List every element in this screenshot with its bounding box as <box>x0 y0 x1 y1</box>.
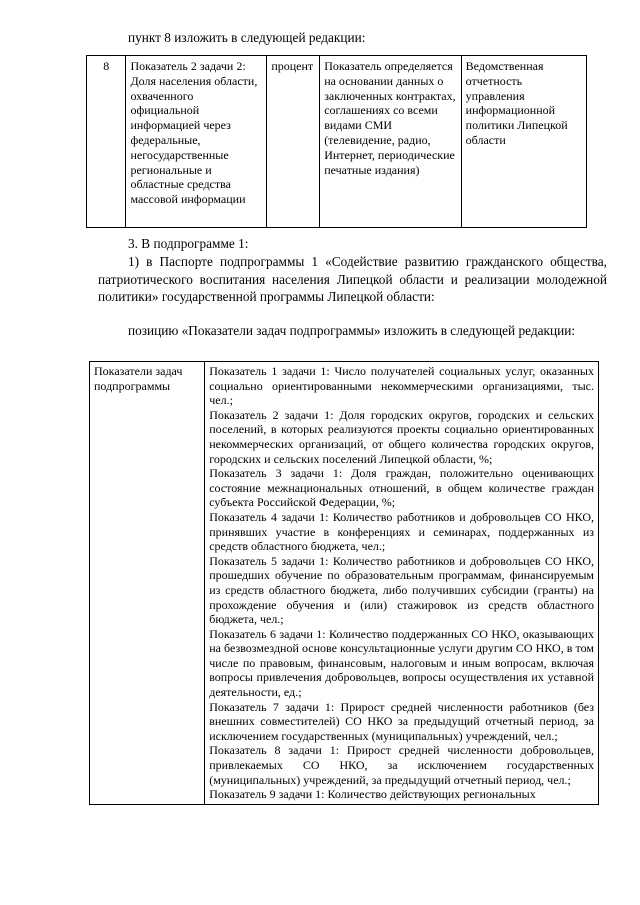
indicator-1: Показатель 1 задачи 1: Число получателей социальных услуг, оказанных социально ориентированными некоммерческими организациями, тыс. чел.; <box>209 364 594 408</box>
indicator-4: Показатель 4 задачи 1: Количество работников и добровольцев СО НКО, принявших участие в конференциях и семинарах, поддержанных из средств областного бюджета, чел.; <box>209 509 594 554</box>
row-number: 8 <box>87 56 126 228</box>
indicator-7: Показатель 7 задачи 1: Прирост средней численности работников (без внешних совместителей) СО НКО за предыдущий отчетный период, за исключением государственных (муниципальных) учреждений, чел.; <box>209 699 594 743</box>
table-row <box>87 56 587 228</box>
source-cell: Ведомственная отчетность управления информационной политики Липецкой области <box>461 56 586 228</box>
indicator-9: Показатель 9 задачи 1: Количество действующих региональных <box>209 787 536 802</box>
indicator-8: Показатель 8 задачи 1: Прирост средней численности добровольцев, привлекаемых СО НКО, за исключением государственных (муниципальных) учреждений, за предыдущий отчетный период, чел.; <box>209 743 594 787</box>
indicator-3: Показатель 3 задачи 1: Доля граждан, положительно оценивающих состояние межнациональных отношений, в общем количестве граждан субъекта Российской Федерации, %; <box>209 466 594 510</box>
indicator-table-8 <box>86 55 587 228</box>
intro-line: пункт 8 изложить в следующей редакции: <box>128 30 366 45</box>
method-cell: Показатель определяется на основании данных о заключенных контрактах, соглашениях со всеми видами СМИ (телевидение, радио, Интернет, периодические печатные издания) <box>320 56 461 228</box>
section-3-heading: 3. В подпрограмме 1: <box>128 236 249 251</box>
indicator-6: Показатель 6 задачи 1: Количество поддержанных СО НКО, оказывающих на безвозмездной основе консультационные услуги другим СО НКО, в том числе по правовым, финансовым, налоговым и иным вопросам, включая вопросы привлечения добровольцев, вопросы осуществления их уставной деятельности, ед.; <box>209 626 594 700</box>
indicator-5: Показатель 5 задачи 1: Количество работников и добровольцев СО НКО, прошедших обучение по образовательным программам, финансируемым из средств областного бюджета, либо получивших субсидии (гранты) на прохождение обучения и (или) стажировок из средств областного бюджета, чел.; <box>209 553 594 627</box>
subprogram-indicators-table <box>89 361 599 805</box>
label-cell: Показатели задач подпрограммы <box>90 362 205 805</box>
indicator-2: Показатель 2 задачи 1: Доля городских округов, городских и сельских поселений, в которых реализуются проекты социально ориентированных некоммерческих организаций, от общего количества городских округов, городских и сельских поселений Липецкой области, %; <box>209 407 594 466</box>
indicator-cell: Показатель 2 задачи 2: Доля населения области, охваченного официальной информацией через федеральные, негосударственные региональные и областные средства массовой информации <box>126 56 267 228</box>
unit-cell: процент <box>267 56 320 228</box>
table-row <box>90 362 599 805</box>
indicators-cell <box>205 362 599 805</box>
paragraph-position: позицию «Показатели задач подпрограммы» изложить в следующей редакции: <box>128 323 576 338</box>
paragraph-item-1: 1) в Паспорте подпрограммы 1 «Содействие развитию гражданского общества, патриотического воспитания населения Липецкой области и реализации молодежной политики» государственной программы Липецкой области: <box>98 254 607 304</box>
